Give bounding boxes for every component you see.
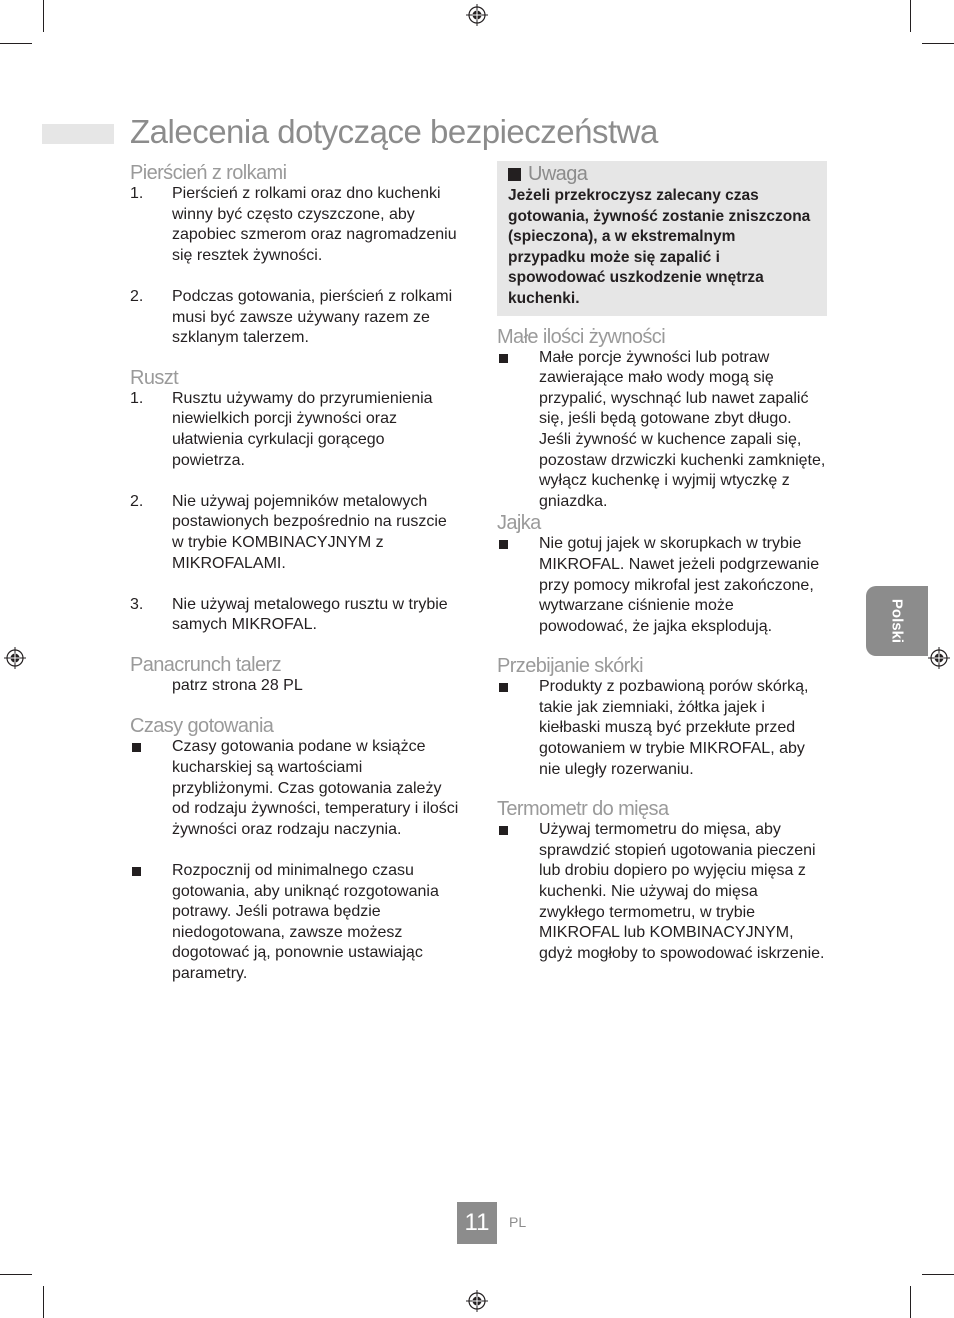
section-heading: Czasy gotowania [130, 715, 274, 738]
item-text: Nie gotuj jajek w skorupkach w trybie MIKROFAL. Nawet jeżeli podgrzewanie przy pomocy mikrofal jest zakończone, wytwarzane ciśnienie może powodować, że jajka eksplodują. [539, 535, 820, 635]
section-czasy [130, 715, 460, 984]
bullet-square-icon [499, 683, 508, 692]
bullet-square-icon [499, 540, 508, 549]
item-text: Używaj termometru do mięsa, aby sprawdzić stopień ugotowania pieczeni lub drobiu dopiero po wyjęciu mięsa z kuchenki. Nie używaj do mięsa zwykłego termometru, w trybie MIKROFAL lub KOMBINACYJNYM, gdyż mogłoby to spowodować iskrzenie. [539, 821, 825, 962]
section-ruszt [130, 367, 460, 636]
numbered-list [130, 389, 460, 636]
list-item [497, 348, 827, 513]
bullet-list [497, 820, 827, 964]
title-accent-bar [42, 124, 114, 144]
section-heading: Ruszt [130, 366, 179, 389]
section-pierscien [130, 162, 460, 349]
section-jajka [497, 512, 827, 637]
crop-mark [910, 1286, 911, 1318]
page-title: Zalecenia dotyczące bezpieczeństwa [130, 113, 658, 150]
bullet-square-icon [132, 867, 141, 876]
bullet-list [497, 348, 827, 513]
warning-heading-text: Uwaga [528, 163, 588, 185]
page-number: 11 [457, 1202, 497, 1244]
list-item [130, 595, 460, 636]
crop-mark [0, 43, 32, 44]
item-text: Produkty z pozbawioną porów skórką, takie jak ziemniaki, żółtka jajek i kiełbaski muszą być przekłute przed gotowaniem w trybie MIKROFAL, aby nie uległy rozerwaniu. [539, 678, 809, 778]
left-column [130, 162, 460, 985]
section-heading: Małe ilości żywności [497, 325, 666, 348]
item-text: Nie używaj metalowego rusztu w trybie samych MIKROFAL. [172, 595, 448, 634]
item-number: 1. [130, 389, 144, 407]
section-heading: Przebijanie skórki [497, 655, 643, 678]
warning-heading [508, 163, 815, 185]
bullet-square-icon [499, 354, 508, 363]
list-item [130, 492, 460, 574]
crop-mark [922, 43, 954, 44]
warning-text: Jeżeli przekroczysz zalecany czas gotowania, żywność zostanie zniszczona (spieczona), a w ekstremalnym przypadku może się zapalić i spowodować uszkodzenie wnętrza kuchenki. [508, 187, 811, 307]
list-item [497, 677, 827, 780]
section-termometr [497, 798, 827, 964]
list-item [130, 389, 460, 471]
item-text: Rozpocznij od minimalnego czasu gotowania, aby uniknąć rozgotowania potrawy. Jeśli potrawa będzie niedogotowana, zawsze możesz dogotować ją, ponownie ustawiając parametry. [172, 862, 439, 982]
list-item [130, 737, 460, 840]
item-text: Czasy gotowania podane w książce kucharskiej są wartościami przybliżonymi. Czas gotowania zależy od rodzaju żywności, temperatury i ilości żywności oraz rodzaju naczynia. [172, 738, 459, 838]
numbered-list [130, 184, 460, 349]
item-text: Nie używaj pojemników metalowych postawionych bezpośrednio na ruszcie w trybie KOMBINACYJNYM z MIKROFALAMI. [172, 492, 447, 572]
section-heading: Termometr do mięsa [497, 798, 669, 821]
registration-mark-icon [4, 647, 26, 669]
section-panacrunch [130, 654, 460, 697]
section-male-ilosci [497, 326, 827, 513]
crop-mark [43, 1286, 44, 1318]
page-language-code: PL [509, 1214, 527, 1230]
bullet-list [130, 737, 460, 984]
warning-box [497, 161, 827, 316]
bullet-list [497, 534, 827, 637]
crop-mark [43, 0, 44, 32]
list-item [497, 820, 827, 964]
bullet-list [497, 677, 827, 780]
crop-mark [0, 1274, 32, 1275]
language-tab [866, 586, 928, 656]
section-heading: Pierścień z rolkami [130, 162, 287, 184]
bullet-square-icon [132, 743, 141, 752]
registration-mark-icon [466, 1290, 488, 1312]
section-przebijanie [497, 655, 827, 780]
registration-mark-icon [466, 4, 488, 26]
item-number: 2. [130, 492, 144, 510]
item-number: 2. [130, 287, 144, 305]
item-number: 1. [130, 185, 144, 202]
section-heading: Panacrunch talerz [130, 653, 282, 676]
item-text: Małe porcje żywności lub potraw zawierające mało wody mogą się przypalić, wyschnąć lub nawet zapalić się, jeśli będą gotowane zbyt długo. Jeśli żywność w kuchence zapali się, pozostaw drzwiczki kuchenki zamknięte, wyłącz kuchenkę i wyjmij wtyczkę z gniazdka. [539, 348, 826, 510]
cross-reference: patrz strona 28 PL [172, 676, 303, 694]
warning-square-icon [508, 168, 521, 181]
item-text: Rusztu używamy do przyrumienienia niewielkich porcji żywności oraz ułatwienia cyrkulacji gorącego powietrza. [172, 389, 433, 469]
list-item [130, 287, 460, 349]
right-column [497, 162, 827, 964]
crop-mark [922, 1274, 954, 1275]
list-item [497, 534, 827, 637]
item-text: Podczas gotowania, pierścień z rolkami musi być zawsze używany razem ze szklanym talerzem. [172, 287, 453, 347]
list-item [130, 861, 460, 985]
section-heading: Jajka [497, 512, 541, 535]
crop-mark [910, 0, 911, 32]
bullet-square-icon [499, 826, 508, 835]
item-number: 3. [130, 595, 144, 613]
language-tab-label: Polski [888, 598, 906, 644]
list-item [130, 184, 460, 266]
registration-mark-icon [928, 647, 950, 669]
item-text: Pierścień z rolkami oraz dno kuchenki winny być często czyszczone, aby zapobiec szmerom oraz nagromadzeniu się resztek żywności. [172, 185, 457, 264]
